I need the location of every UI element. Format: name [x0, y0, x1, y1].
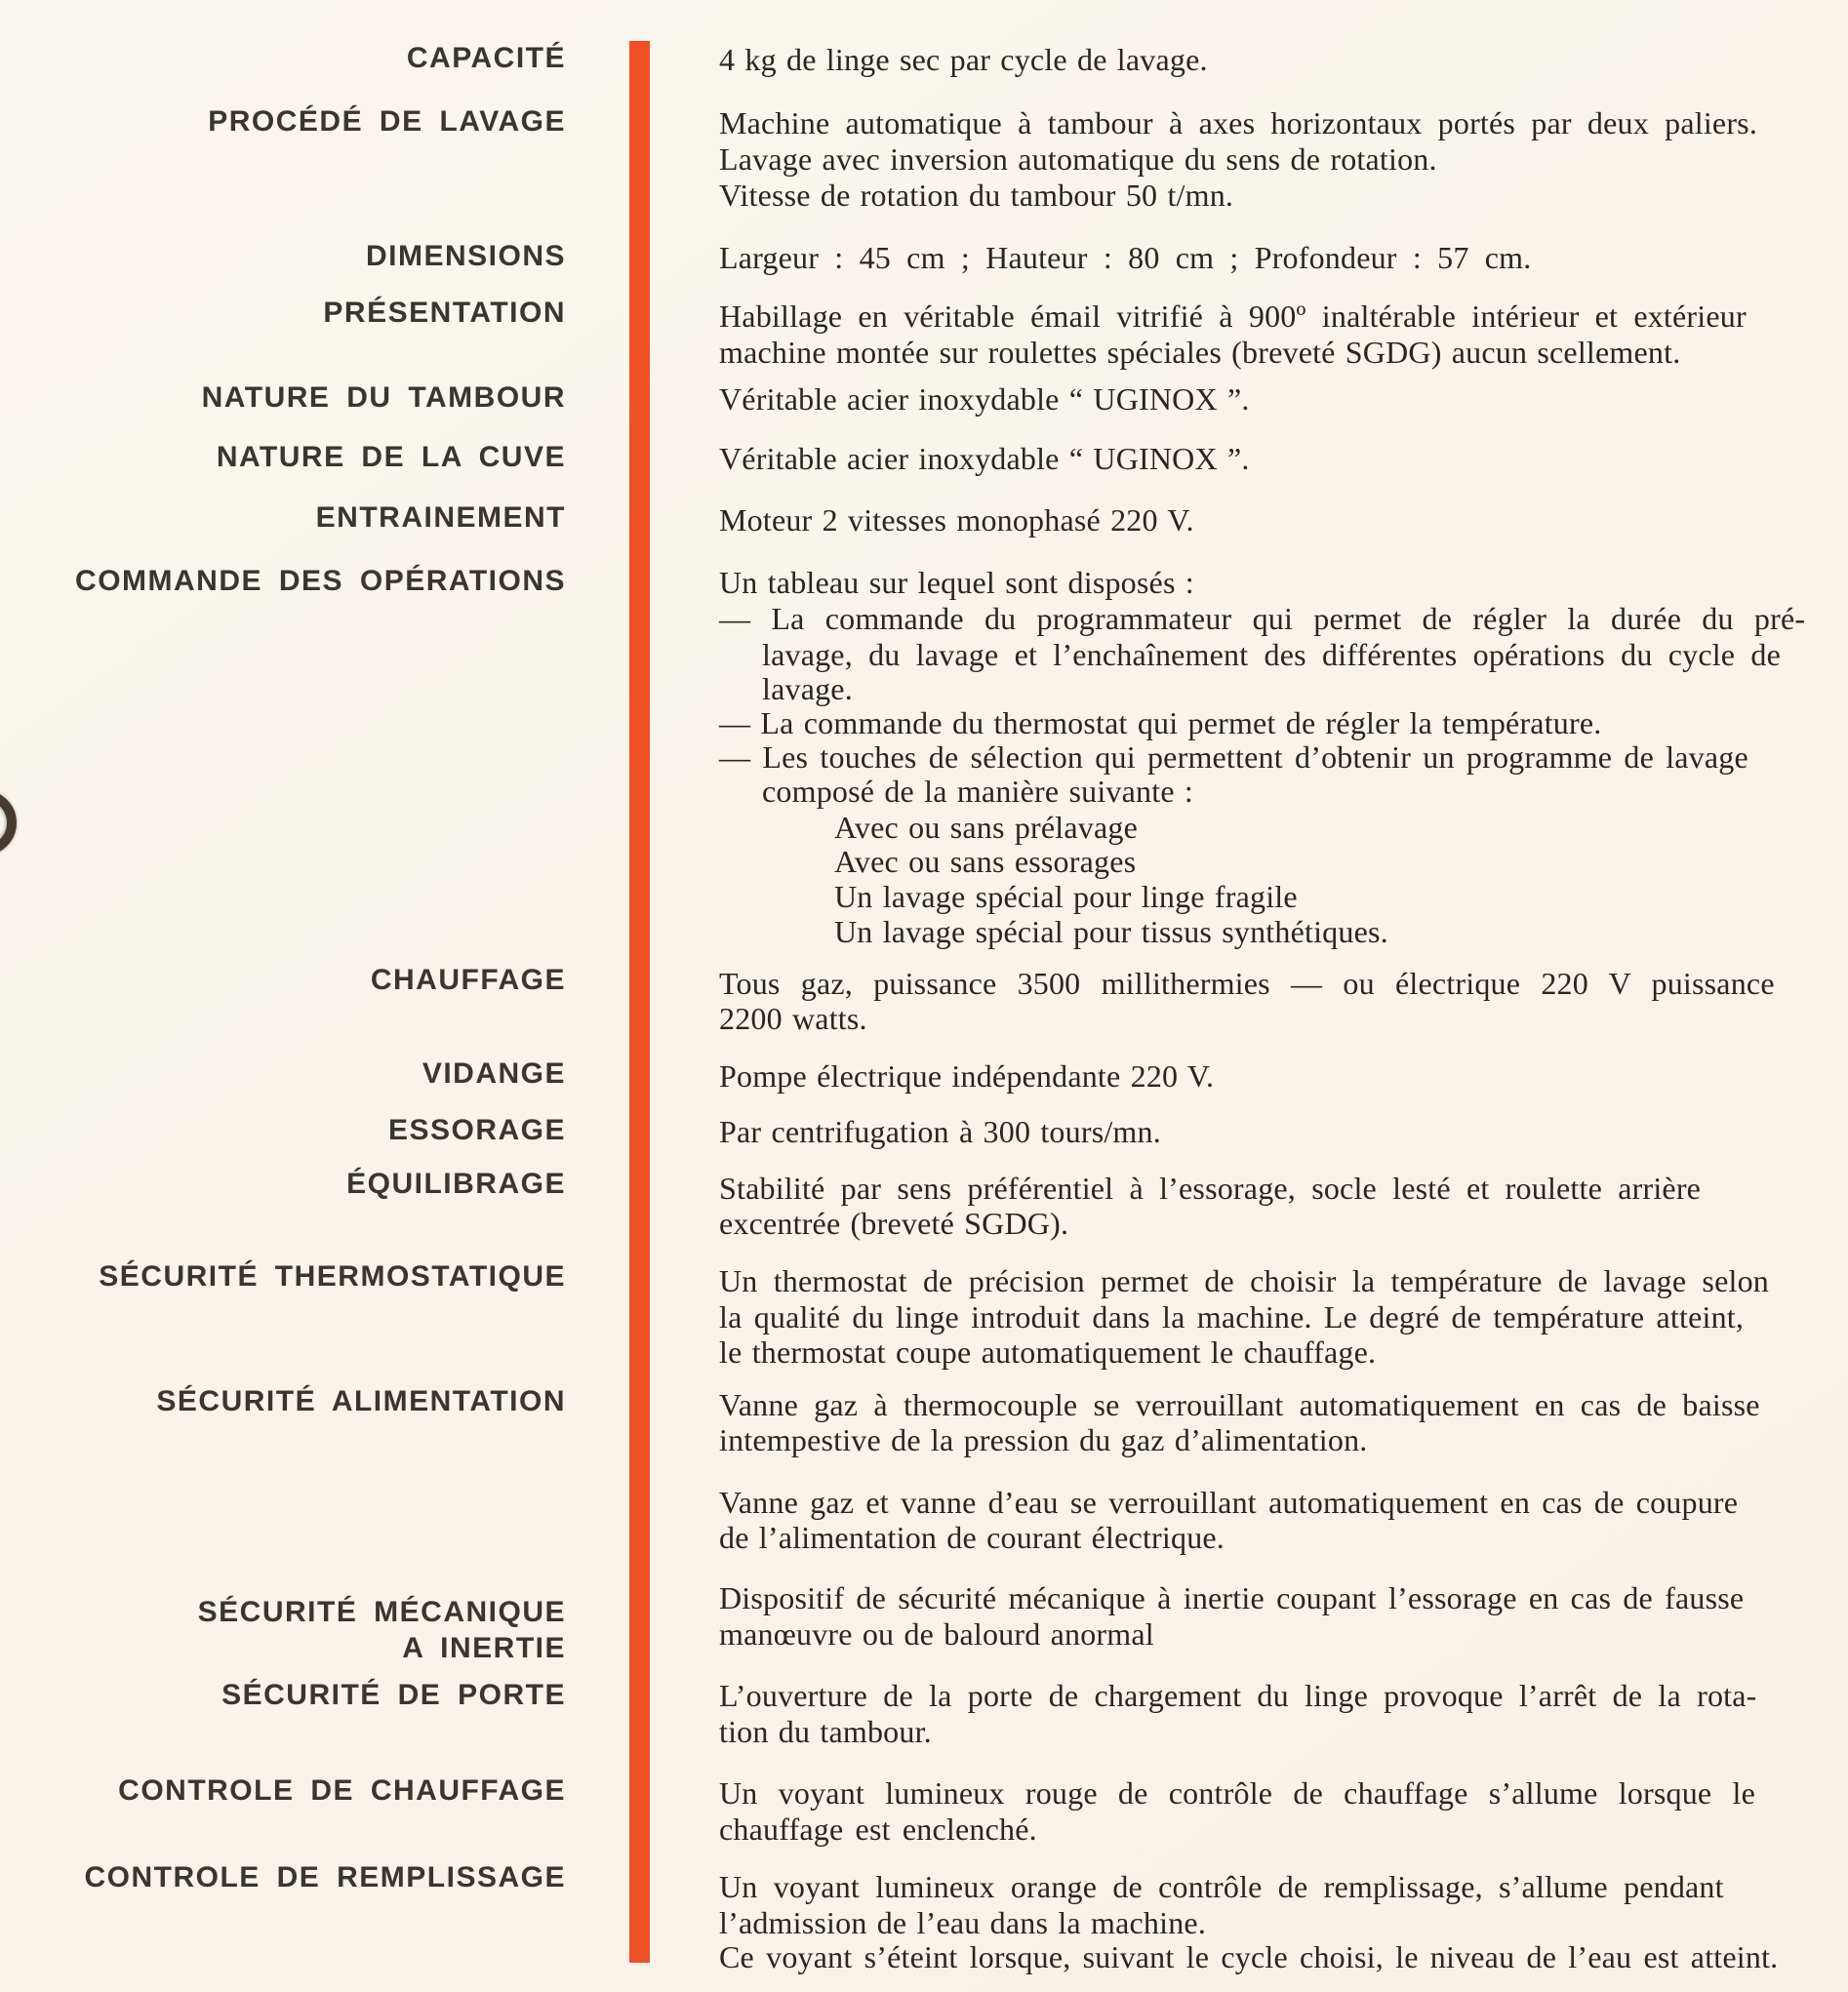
spec-text-line: tion du tambour.	[719, 1714, 932, 1749]
spec-text-line: intempestive de la pression du gaz d’alimentation.	[719, 1422, 1368, 1457]
spec-text-line: Dispositif de sécurité mécanique à inertie coupant l’essorage en cas de fausse	[719, 1580, 1745, 1615]
spec-text-line: lavage, du lavage et l’enchaînement des différentes opérations du cycle de	[762, 637, 1782, 672]
spec-text-line: Un lavage spécial pour tissus synthétiques.	[834, 914, 1388, 949]
spec-text-line: Par centrifugation à 300 tours/mn.	[719, 1114, 1161, 1149]
spec-label-commande-operations: COMMANDE DES OPÉRATIONS	[75, 565, 566, 597]
spec-text-line: Lavage avec inversion automatique du sens de rotation.	[719, 141, 1437, 177]
spec-text-line: machine montée sur roulettes spéciales (breveté SGDG) aucun scellement.	[719, 335, 1681, 370]
spec-text-line: Véritable acier inoxydable “ UGINOX ”.	[719, 441, 1250, 476]
spec-text-line: Vanne gaz et vanne d’eau se verrouillant automatiquement en cas de coupure	[719, 1485, 1739, 1520]
spec-label-nature-de-la-cuve: NATURE DE LA CUVE	[216, 441, 566, 473]
spec-text-line: Vitesse de rotation du tambour 50 t/mn.	[719, 178, 1234, 213]
spec-label-securite-alimentation: SÉCURITÉ ALIMENTATION	[156, 1385, 566, 1417]
spec-text-line: 4 kg de linge sec par cycle de lavage.	[719, 42, 1208, 77]
spec-text-line: 2200 watts.	[719, 1001, 867, 1036]
spec-text-line: Habillage en véritable émail vitrifié à 900º inaltérable intérieur et extérieur	[719, 299, 1747, 334]
spec-text-line: chauffage est enclenché.	[719, 1812, 1037, 1847]
spec-label-a-inertie: A INERTIE	[402, 1632, 566, 1664]
spec-text-line: — La commande du thermostat qui permet de régler la température.	[719, 705, 1602, 740]
spec-text-line: Avec ou sans prélavage	[834, 810, 1139, 845]
spec-text-line: Pompe électrique indépendante 220 V.	[719, 1058, 1215, 1094]
spec-label-controle-de-chauffage: CONTROLE DE CHAUFFAGE	[118, 1774, 566, 1807]
spec-text-line: Vanne gaz à thermocouple se verrouillant automatiquement en cas de baisse	[719, 1387, 1760, 1422]
spec-label-vidange: VIDANGE	[422, 1057, 566, 1090]
spec-text-line: Un voyant lumineux rouge de contrôle de chauffage s’allume lorsque le	[719, 1775, 1756, 1811]
spec-label-securite-mecanique: SÉCURITÉ MÉCANIQUE	[197, 1596, 566, 1628]
spec-text-line: Véritable acier inoxydable “ UGINOX ”.	[719, 381, 1250, 417]
spec-label-chauffage: CHAUFFAGE	[370, 964, 566, 996]
spec-label-essorage: ESSORAGE	[387, 1114, 566, 1146]
spec-text-line: Stabilité par sens préférentiel à l’essorage, socle lesté et roulette arrière	[719, 1171, 1702, 1206]
spec-text-line: — La commande du programmateur qui permet de régler la durée du pré-	[719, 601, 1806, 636]
spec-text-line: composé de la manière suivante :	[762, 774, 1194, 809]
binder-hole-ring	[0, 790, 17, 856]
spec-label-securite-thermostatique: SÉCURITÉ THERMOSTATIQUE	[99, 1260, 566, 1293]
spec-text-line: lavage.	[762, 671, 853, 706]
spec-label-equilibrage: ÉQUILIBRAGE	[346, 1168, 566, 1200]
spec-label-securite-de-porte: SÉCURITÉ DE PORTE	[221, 1679, 566, 1711]
spec-text-line: la qualité du linge introduit dans la machine. Le degré de température atteint,	[719, 1299, 1745, 1335]
spec-text-line: Avec ou sans essorages	[834, 844, 1137, 879]
spec-text-line: le thermostat coupe automatiquement le chauffage.	[719, 1335, 1377, 1370]
spec-text-line: excentrée (breveté SGDG).	[719, 1206, 1069, 1241]
spec-text-line: Un tableau sur lequel sont disposés :	[719, 565, 1194, 600]
spec-label-capacite: CAPACITÉ	[406, 42, 566, 74]
spec-text-line: — Les touches de sélection qui permettent d’obtenir un programme de lavage	[719, 739, 1748, 775]
spec-text-line: Un voyant lumineux orange de contrôle de remplissage, s’allume pendant	[719, 1869, 1724, 1904]
spec-text-line: Moteur 2 vitesses monophasé 220 V.	[719, 502, 1194, 538]
spec-text-line: manœuvre ou de balourd anormal	[719, 1616, 1154, 1652]
spec-text-line: Largeur : 45 cm ; Hauteur : 80 cm ; Profondeur : 57 cm.	[719, 240, 1532, 275]
vertical-divider-bar	[629, 41, 650, 1963]
spec-text-line: Ce voyant s’éteint lorsque, suivant le cycle choisi, le niveau de l’eau est atteint.	[719, 1939, 1779, 1974]
spec-label-presentation: PRÉSENTATION	[323, 297, 566, 329]
spec-label-entrainement: ENTRAINEMENT	[315, 501, 566, 534]
spec-text-line: Un lavage spécial pour linge fragile	[834, 879, 1298, 914]
spec-label-procede-de-lavage: PROCÉDÉ DE LAVAGE	[208, 105, 566, 138]
spec-text-line: Tous gaz, puissance 3500 millithermies — ou électrique 220 V puissance	[719, 966, 1775, 1001]
spec-label-nature-du-tambour: NATURE DU TAMBOUR	[201, 381, 566, 414]
spec-text-line: de l’alimentation de courant électrique.	[719, 1520, 1225, 1555]
spec-label-dimensions: DIMENSIONS	[365, 240, 566, 272]
spec-label-controle-de-remplissage: CONTROLE DE REMPLISSAGE	[84, 1861, 566, 1893]
spec-text-line: L’ouverture de la porte de chargement du linge provoque l’arrêt de la rota-	[719, 1678, 1757, 1713]
spec-text-line: Machine automatique à tambour à axes horizontaux portés par deux paliers.	[719, 105, 1758, 140]
spec-text-line: Un thermostat de précision permet de choisir la température de lavage selon	[719, 1263, 1769, 1298]
spec-text-line: l’admission de l’eau dans la machine.	[719, 1905, 1207, 1940]
